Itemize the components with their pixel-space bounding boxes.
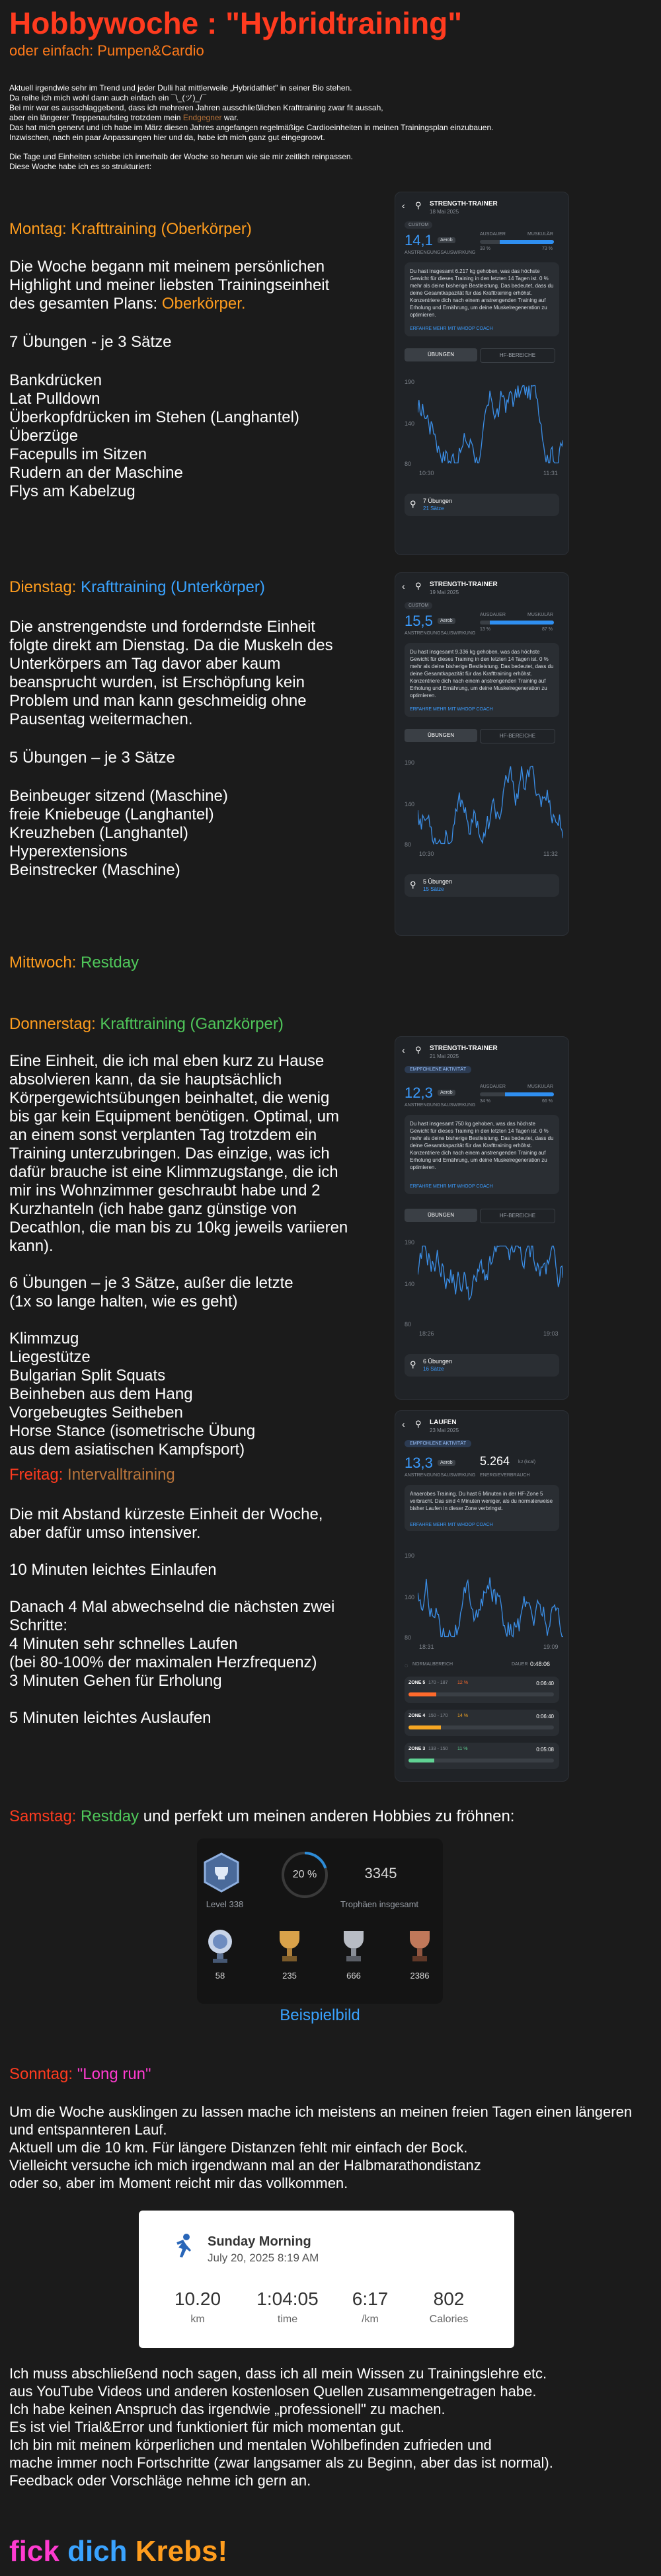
closing-text: Ich muss abschließend noch sagen, dass ich all mein Wissen zu Trainingslehre etc. aus YouTube Videos und anderen kostenlosen Quellen zusammengetragen habe. Ich habe keinen Anspruch das irgendwie „professionell" zu machen. Es ist viel Trial&Error und funktioniert für mich momentan gut. Ich bin mit meinem körperlichen und mentalen Wohlbefinden zufrieden und mache immer noch Fortschritte (zwar langsamer als zu Beginn, aber das ist normal). Feedback oder Vorschläge nehme ich gern an. — [9, 2365, 553, 2489]
axis-label: 18:31 — [419, 1644, 434, 1650]
list-item: Beinstrecker (Maschine) — [9, 861, 180, 879]
muskulaer-pct: 66 % — [542, 1099, 553, 1104]
day-heading-wednesday: Mittwoch: Restday — [9, 954, 139, 971]
silver-trophy-icon — [337, 1927, 370, 1967]
list-item: Klimmzug — [9, 1330, 79, 1347]
heart-rate-chart — [418, 1555, 563, 1641]
axis-label: 80 — [405, 461, 412, 467]
zone-pct: 14 % — [457, 1714, 468, 1718]
axis-label: 190 — [405, 379, 415, 385]
hr-zone-row — [405, 1743, 559, 1769]
intro-line: Diese Woche habe ich es so strukturiert: — [9, 162, 152, 171]
intro-line: Aktuell irgendwie sehr im Trend und jeder Dulli hat mittlerweile „Hybridathlet" in seiner Bio stehen. — [9, 83, 352, 93]
axis-label: 140 — [405, 801, 415, 808]
strain-value: 14,1 — [405, 232, 433, 248]
kcal-unit: kJ (kcal) — [518, 1460, 536, 1464]
intro-line: aber ein längerer Treppenaufstieg trotzdem mein Endgegner war. — [9, 113, 239, 122]
page-subtitle: oder einfach: Pumpen&Cardio — [9, 42, 204, 59]
list-item: aus dem asiatischen Kampfsport) — [9, 1441, 245, 1458]
strain-label: ANSTRENGUNGSAUSWIRKUNG — [405, 631, 476, 636]
trophy-total: 3345 — [364, 1865, 397, 1881]
ausdauer-label: AUSDAUER — [480, 232, 506, 237]
activity-title: STRENGTH-TRAINER — [430, 1045, 498, 1052]
coach-insight-text: Du hast insgesamt 9.336 kg gehoben, was das höchste Gewicht für dieses Training in den letzten 14 Tagen ist. 0 % mehr als deine bisherige Bestleistung. Das bedeutet, dass du deine Gesamtkapazität für das Krafttraining erhöhst. Konzentriere dich nach einem anstrengenden Training auf Erholung und Ernährung, um deine Muskelregeneration zu optimieren. — [410, 649, 554, 699]
ausdauer-pct: 33 % — [480, 246, 490, 251]
run-date: July 20, 2025 8:19 AM — [208, 2252, 319, 2264]
zone-name: ZONE 3 — [408, 1747, 426, 1751]
gold-trophy-icon — [273, 1927, 306, 1967]
activity-date: 18 Mai 2025 — [430, 209, 459, 215]
muskulaer-label: MUSKULÄR — [527, 613, 553, 617]
coach-link[interactable]: ERFAHRE MEHR MIT WHOOP COACH — [410, 326, 493, 331]
axis-label: 19:03 — [543, 1330, 559, 1337]
set-count: 15 Sätze — [423, 886, 444, 892]
list-item: Flys am Kabelzug — [9, 482, 136, 500]
level-badge-icon — [198, 1850, 245, 1897]
recommended-pill: EMPFOHLENE AKTIVITÄT — [405, 1066, 471, 1073]
list-item: Lat Pulldown — [9, 390, 100, 408]
run-time-unit: time — [277, 2314, 298, 2325]
tab-hr-zones[interactable]: HF-BEREICHE — [480, 729, 555, 743]
tab-exercises[interactable]: ÜBUNGEN — [405, 348, 477, 361]
day-heading-sunday: Sonntag: "Long run" — [9, 2065, 151, 2083]
activity-title: STRENGTH-TRAINER — [430, 581, 498, 588]
day-heading-saturday: Samstag: Restday und perfekt um meinen anderen Hobbies zu fröhnen: — [9, 1807, 515, 1825]
intro-line: Die Tage und Einheiten schiebe ich innerhalb der Woche so herum wie sie mir zeitlich reinpassen. — [9, 152, 353, 161]
ausdauer-label: AUSDAUER — [480, 1084, 506, 1089]
tuesday-exercise-list — [9, 787, 353, 880]
strength-icon: ⚲ — [415, 200, 422, 210]
thursday-text: Eine Einheit, die ich mal eben kurz zu Hause absolvieren kann, da sie hauptsächlich Körpergewichtsübungen beinhaltet, die wenig bis gar kein Equipment benötigen. Optimal, um an einem sonst verplanten Tag trotzdem ein Training unterzubringen. Das einzige, was ich dafür brauche ist eine Klimmzugstange, die ich mir ins Wohnzimmer geschraubt habe und 2 Kurzhanteln (ich habe ganz günstige von Decathlon, die man bis zu 10kg jeweils variieren kann). 6 Übungen – je 3 Sätze, außer die letzte (1x so lange halten, wie es geht) Klimmzug Liegestütze Bulgarian Split Squats Beinheben aus dem Hang Vorgebeugtes Seitheben Horse Stance (isometrische Übung aus dem asiatischen Kampfsport) — [9, 1052, 353, 1459]
strain-badge: Aerob — [438, 237, 455, 243]
strength-icon: ⚲ — [415, 581, 422, 591]
day-heading-friday: Freitag: Intervalltraining — [9, 1466, 175, 1484]
coach-insight-text: Du hast insgesamt 6.217 kg gehoben, was das höchste Gewicht für dieses Training in den letzten 14 Tagen ist. 0 % mehr als deine bisherige Bestleistung. Das bedeutet, dass du deine Gesamtkapazität für das Krafttraining erhöhst. Konzentriere dich nach einem anstrengenden Training auf Erholung und Ernährung, um deine Muskelregeneration zu optimieren. — [410, 268, 554, 318]
dumbbell-icon: ⚲ — [410, 499, 416, 509]
list-item: Vorgebeugtes Seitheben — [9, 1404, 183, 1421]
day-heading-monday: Montag: Krafttraining (Oberkörper) — [9, 220, 252, 238]
coach-insight-text: Anaerobes Training. Du hast 6 Minuten in der HF-Zone 5 verbracht. Das sind 4 Minuten weniger, als du normalerweise bisher Laufen in dieser Zone verbringst. — [410, 1491, 553, 1511]
exercise-count: 6 Übungen — [423, 1358, 453, 1365]
muskulaer-pct: 73 % — [542, 246, 553, 251]
strain-badge: Aerob — [438, 1460, 455, 1466]
ausdauer-pct: 13 % — [480, 627, 490, 632]
muskulaer-label: MUSKULÄR — [527, 232, 553, 237]
intro-line: Inzwischen, nach ein paar Anpassungen hier und da, habe ich mich ganz gut eingegroovt. — [9, 133, 325, 142]
strain-badge: Aerob — [438, 618, 455, 624]
heart-rate-line — [418, 1577, 563, 1637]
tab-hr-zones[interactable]: HF-BEREICHE — [480, 348, 555, 363]
whoop-screenshot-tuesday — [395, 572, 569, 936]
heart-rate-line — [418, 1246, 563, 1300]
zone-name: ZONE 5 — [408, 1681, 426, 1685]
list-item: Beinbeuger sitzend (Maschine) — [9, 787, 228, 805]
image-caption: Beispielbild — [280, 2006, 360, 2024]
ausdauer-label: AUSDAUER — [480, 613, 506, 617]
axis-label: 190 — [405, 759, 415, 766]
zone-range: 150 - 170 — [428, 1714, 448, 1718]
axis-label: 11:32 — [543, 851, 558, 857]
back-arrow-icon[interactable]: ‹ — [402, 200, 405, 211]
list-item: Bulgarian Split Squats — [9, 1367, 166, 1384]
exercise-summary — [405, 874, 559, 897]
coach-link[interactable]: ERFAHRE MEHR MIT WHOOP COACH — [410, 1523, 493, 1527]
set-count: 21 Sätze — [423, 506, 444, 511]
strain-value: 12,3 — [405, 1084, 433, 1101]
muskulaer-label: MUSKULÄR — [527, 1084, 553, 1089]
run-distance-unit: km — [190, 2314, 205, 2325]
heart-rate-chart — [418, 1242, 563, 1328]
zone-bar — [408, 1692, 554, 1696]
trophy-level: Level 338 — [206, 1899, 244, 1909]
zone-name: ZONE 4 — [408, 1714, 426, 1718]
coach-link[interactable]: ERFAHRE MEHR MIT WHOOP COACH — [410, 1184, 493, 1189]
exercise-count: 7 Übungen — [423, 498, 453, 504]
set-count: 16 Sätze — [423, 1366, 444, 1372]
intro-line: Da reihe ich mich wohl dann auch einfach ein ¯\_(ツ)_/¯ — [9, 93, 207, 102]
heart-rate-chart — [418, 762, 563, 848]
zone-range: 133 - 150 — [428, 1747, 448, 1751]
axis-label: 140 — [405, 1594, 415, 1601]
ausdauer-pct: 34 % — [480, 1099, 490, 1104]
kcal-label: ENERGIEVERBRAUCH — [480, 1473, 530, 1478]
trophy-percent: 20 % — [292, 1869, 317, 1880]
coach-insight-card — [405, 643, 559, 717]
strain-value: 13,3 — [405, 1455, 433, 1471]
axis-label: 80 — [405, 1321, 412, 1328]
list-item: Kreuzheben (Langhantel) — [9, 824, 188, 842]
friday-text: Die mit Abstand kürzeste Einheit der Woche, aber dafür umso intensiver. 10 Minuten leichtes Einlaufen Danach 4 Mal abwechselnd die nächsten zwei Schritte: 4 Minuten sehr schnelles Laufen (bei 80-100% der maximalen Herzfrequenz) 3 Minuten Gehen für Erholung 5 Minuten leichtes Auslaufen — [9, 1505, 335, 1727]
back-arrow-icon[interactable]: ‹ — [402, 1045, 405, 1055]
coach-insight-card — [405, 262, 559, 336]
back-arrow-icon[interactable]: ‹ — [402, 581, 405, 591]
whoop-screenshot-monday — [395, 192, 569, 555]
run-summary-card — [139, 2211, 514, 2348]
zone-time: 0:05:08 — [536, 1747, 554, 1753]
trophy-card — [197, 1838, 443, 2004]
whoop-screenshot-friday — [395, 1410, 569, 1782]
intro-line: Das hat mich genervt und ich habe im März diesen Jahres angefangen regelmäßige Cardioeinheiten in meinen Trainingsplan einzubauen. — [9, 123, 494, 132]
intro-line: Bei mir war es ausschlaggebend, dass ich mehreren Jahren ausschließlichen Krafttraining zwar fit aussah, — [9, 103, 383, 112]
exercise-summary — [405, 494, 559, 516]
thursday-exercise-list — [9, 1330, 353, 1459]
tuesday-count: 5 Übungen – je 3 Sätze — [9, 749, 175, 767]
gold-count: 235 — [282, 1971, 297, 1981]
axis-label: 11:31 — [543, 470, 558, 476]
hr-zone-row — [405, 1710, 559, 1736]
list-item: Liegestütze — [9, 1348, 91, 1366]
axis-label: 10:30 — [419, 851, 434, 857]
axis-label: 10:30 — [419, 470, 434, 476]
tuesday-text: Die anstrengendste und forderndste Einheit folgte direkt am Dienstag. Da die Muskeln des Unterkörpers am Tag davor aber kaum beansprucht wurden, ist Erschöpfung kein Problem und man kann geschmeidig ohne Pausentag weitermachen. 5 Übungen – je 3 Sätze Beinbeuger sitzend (Maschine) freie Kniebeuge (Langhantel) Kreuzheben (Langhantel) Hyperextensions Beinstrecker (Maschine) — [9, 618, 353, 880]
list-item: Bankdrücken — [9, 371, 102, 389]
run-distance: 10.20 — [174, 2289, 221, 2309]
axis-label: 190 — [405, 1239, 415, 1246]
list-item: Facepulls im Sitzen — [9, 445, 147, 463]
source-pill: CUSTOM — [405, 221, 432, 229]
dumbbell-icon: ⚲ — [410, 880, 416, 890]
zone-pct: 12 % — [457, 1681, 468, 1685]
axis-label: 18:26 — [419, 1330, 434, 1337]
list-item: Beinheben aus dem Hang — [9, 1385, 193, 1403]
axis-label: 80 — [405, 841, 412, 848]
axis-label: 19:09 — [543, 1644, 559, 1650]
page-title: Hobbywoche : "Hybridtraining" — [9, 6, 463, 40]
day-heading-thursday: Donnerstag: Krafttraining (Ganzkörper) — [9, 1015, 284, 1033]
strain-value: 15,5 — [405, 613, 433, 629]
duration-value: 0:48:06 — [530, 1661, 551, 1667]
activity-date: 19 Mai 2025 — [430, 589, 459, 595]
run-pace-unit: /km — [362, 2314, 379, 2325]
platinum-trophy-icon — [204, 1927, 237, 1967]
run-calories: 802 — [433, 2289, 465, 2309]
activity-date: 23 Mai 2025 — [430, 1427, 459, 1433]
coach-link[interactable]: ERFAHRE MEHR MIT WHOOP COACH — [410, 707, 493, 712]
run-pace: 6:17 — [352, 2289, 389, 2309]
silver-count: 666 — [346, 1971, 361, 1981]
tab-exercises[interactable]: ÜBUNGEN — [405, 1209, 477, 1222]
zone-bar — [408, 1759, 554, 1762]
run-title: Sunday Morning — [208, 2234, 311, 2249]
hr-zone-row — [405, 1677, 559, 1703]
axis-label: 140 — [405, 1281, 415, 1287]
heart-rate-line — [418, 767, 563, 844]
source-pill: CUSTOM — [405, 602, 432, 609]
trophy-total-label: Trophäen insgesamt — [340, 1899, 419, 1909]
strain-balance-bar — [480, 1092, 554, 1096]
zone-bar — [408, 1725, 554, 1729]
monday-exercise-list — [9, 371, 353, 501]
runner-icon — [172, 2233, 194, 2261]
activity-date: 21 Mai 2025 — [430, 1053, 459, 1059]
footer-slogan: fick dich Krebs! — [9, 2535, 228, 2567]
intro-text — [9, 83, 644, 172]
bronze-count: 2386 — [410, 1971, 430, 1981]
activity-title: STRENGTH-TRAINER — [430, 200, 498, 208]
monday-text: Die Woche begann mit meinem persönlichen Highlight und meiner liebsten Trainingseinheit des gesamten Plans: Oberkörper. 7 Übungen - je 3 Sätze Bankdrücken Lat Pulldown Überkopfdrücken im Stehen (Langhantel) Überzüge Facepulls im Sitzen Rudern an der Maschine Flys am Kabelzug — [9, 258, 353, 501]
list-item: freie Kniebeuge (Langhantel) — [9, 806, 214, 823]
list-item: Rudern an der Maschine — [9, 464, 183, 482]
exercise-count: 5 Übungen — [423, 878, 453, 885]
tab-exercises[interactable]: ÜBUNGEN — [405, 729, 477, 742]
strain-label: ANSTRENGUNGSAUSWIRKUNG — [405, 250, 476, 255]
zone-time: 0:06:40 — [536, 1681, 554, 1686]
list-item: Horse Stance (isometrische Übung — [9, 1422, 256, 1440]
legend-label: NORMALBEREICH — [412, 1662, 453, 1667]
run-calories-unit: Calories — [429, 2314, 469, 2325]
strain-label: ANSTRENGUNGSAUSWIRKUNG — [405, 1103, 476, 1108]
duration-label: DAUER — [512, 1662, 528, 1667]
recommended-pill: EMPFOHLENE AKTIVITÄT — [405, 1440, 471, 1447]
list-item: Hyperextensions — [9, 843, 128, 860]
heart-rate-line — [418, 386, 563, 463]
kcal-value: 5.264 — [480, 1455, 510, 1468]
endgegner-link[interactable]: Endgegner — [182, 113, 222, 122]
list-item: Überzüge — [9, 427, 79, 445]
day-heading-tuesday: Dienstag: Krafttraining (Unterkörper) — [9, 578, 265, 596]
platinum-count: 58 — [215, 1971, 225, 1981]
activity-title: LAUFEN — [430, 1419, 457, 1426]
exercise-summary — [405, 1354, 559, 1377]
run-time: 1:04:05 — [256, 2289, 319, 2309]
strain-label: ANSTRENGUNGSAUSWIRKUNG — [405, 1473, 476, 1478]
zone-pct: 11 % — [457, 1747, 468, 1751]
strain-balance-bar — [480, 621, 554, 625]
zone-range: 170 - 187 — [428, 1681, 448, 1685]
zone-time: 0:06:40 — [536, 1714, 554, 1720]
coach-insight-text: Du hast insgesamt 750 kg gehoben, was das höchste Gewicht für dieses Training in den letzten 14 Tagen ist. 0 % mehr als deine bisherige Bestleistung. Das bedeutet, dass du deine Gesamtkapazität für das Krafttraining erhöhst. Konzentriere dich nach einem anstrengenden Training auf Erholung und Ernährung, um deine Muskelregeneration zu optimieren. — [410, 1121, 554, 1170]
list-item: Überkopfdrücken im Stehen (Langhantel) — [9, 408, 299, 426]
axis-label: 190 — [405, 1552, 415, 1559]
dumbbell-icon: ⚲ — [410, 1359, 416, 1369]
bronze-trophy-icon — [403, 1927, 436, 1967]
monday-count: 7 Übungen - je 3 Sätze — [9, 333, 172, 351]
back-arrow-icon[interactable]: ‹ — [402, 1419, 405, 1429]
strain-badge: Aerob — [438, 1090, 455, 1096]
whoop-screenshot-thursday — [395, 1036, 569, 1400]
muskulaer-pct: 87 % — [542, 627, 553, 632]
strength-icon: ⚲ — [415, 1045, 422, 1055]
strain-balance-bar — [480, 240, 554, 244]
axis-label: 80 — [405, 1634, 412, 1641]
axis-label: 140 — [405, 420, 415, 427]
tab-hr-zones[interactable]: HF-BEREICHE — [480, 1209, 555, 1223]
coach-insight-card — [405, 1115, 559, 1194]
strength-icon: ⚲ — [415, 1419, 422, 1429]
heart-rate-chart — [418, 381, 563, 467]
legend-marker-icon: ◌ — [405, 1662, 408, 1669]
sunday-text: Um die Woche ausklingen zu lassen mache ich meistens an meinen freien Tagen einen längeren und entspannteren Lauf. Aktuell um die 10 km. Für längere Distanzen fehlt mir einfach der Bock. Vielleicht versuche ich mich irgendwann mal an der Halbmarathondistanz oder so, aber im Moment reicht mir das vollkommen. — [9, 2103, 633, 2191]
coach-insight-card — [405, 1485, 559, 1531]
